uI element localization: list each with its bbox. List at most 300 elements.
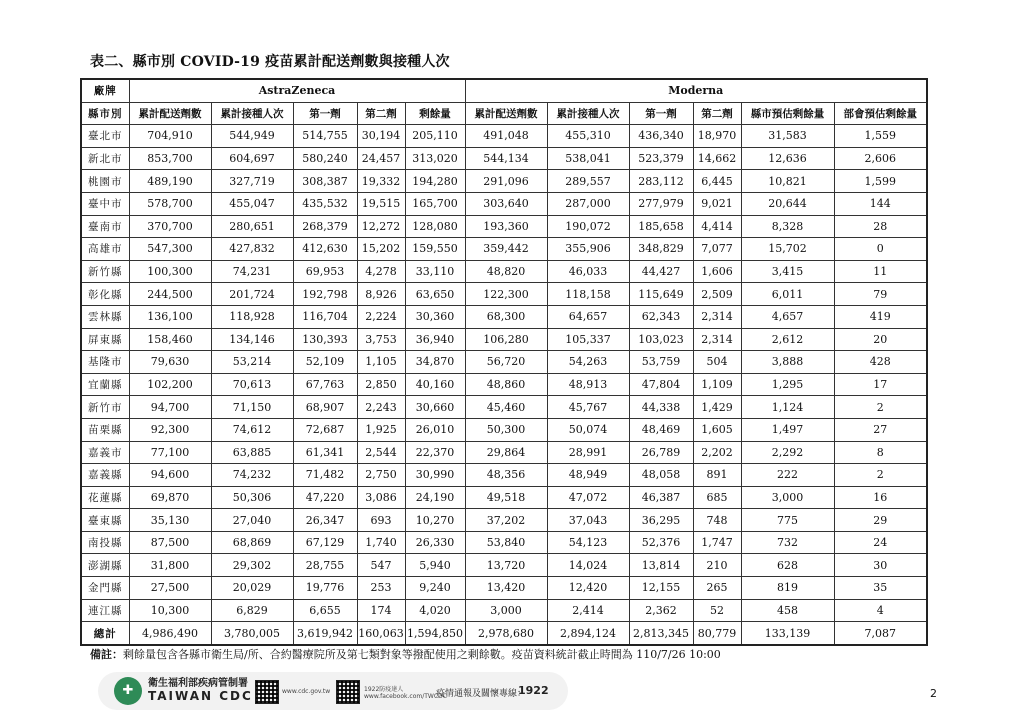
table-cell: 2 bbox=[834, 464, 927, 487]
table-cell: 12,272 bbox=[357, 215, 405, 238]
table-cell: 2,750 bbox=[357, 464, 405, 487]
table-cell: 69,870 bbox=[129, 486, 211, 509]
table-cell: 46,033 bbox=[547, 260, 629, 283]
table-cell: 427,832 bbox=[211, 238, 293, 261]
facebook-qr-icon bbox=[336, 680, 360, 704]
table-cell: 79,630 bbox=[129, 351, 211, 374]
county-name: 新竹市 bbox=[81, 396, 129, 419]
table-cell: 71,482 bbox=[293, 464, 357, 487]
moderna-column-header: 第一劑 bbox=[629, 102, 693, 125]
table-cell: 165,700 bbox=[405, 192, 465, 215]
table-row bbox=[81, 599, 927, 622]
table-row bbox=[81, 125, 927, 148]
table-cell: 71,150 bbox=[211, 396, 293, 419]
table-cell: 47,072 bbox=[547, 486, 629, 509]
county-name: 苗栗縣 bbox=[81, 418, 129, 441]
total-cell: 2,813,345 bbox=[629, 622, 693, 645]
table-cell: 46,387 bbox=[629, 486, 693, 509]
hotline-label: 疫情通報及關懷專線： bbox=[436, 689, 527, 699]
table-cell: 28 bbox=[834, 215, 927, 238]
table-cell: 18,970 bbox=[693, 125, 741, 148]
table-cell: 604,697 bbox=[211, 147, 293, 170]
table-cell: 69,953 bbox=[293, 260, 357, 283]
table-row bbox=[81, 373, 927, 396]
table-cell: 2,292 bbox=[741, 441, 834, 464]
table-cell: 10,300 bbox=[129, 599, 211, 622]
county-name: 高雄市 bbox=[81, 238, 129, 261]
table-cell: 24,190 bbox=[405, 486, 465, 509]
table-row bbox=[81, 554, 927, 577]
hotline-number: 1922 bbox=[518, 684, 549, 697]
county-name: 金門縣 bbox=[81, 577, 129, 600]
table-cell: 62,343 bbox=[629, 305, 693, 328]
total-cell: 7,087 bbox=[834, 622, 927, 645]
total-cell: 80,779 bbox=[693, 622, 741, 645]
table-cell: 116,704 bbox=[293, 305, 357, 328]
table-cell: 74,232 bbox=[211, 464, 293, 487]
table-cell: 10,821 bbox=[741, 170, 834, 193]
table-cell: 210 bbox=[693, 554, 741, 577]
table-cell: 704,910 bbox=[129, 125, 211, 148]
table-cell: 115,649 bbox=[629, 283, 693, 306]
table-cell: 67,763 bbox=[293, 373, 357, 396]
az-column-header: 累計配送劑數 bbox=[129, 102, 211, 125]
table-cell: 144 bbox=[834, 192, 927, 215]
table-cell: 2,612 bbox=[741, 328, 834, 351]
table-cell: 489,190 bbox=[129, 170, 211, 193]
table-cell: 538,041 bbox=[547, 147, 629, 170]
table-cell: 3,000 bbox=[465, 599, 547, 622]
table-cell: 14,024 bbox=[547, 554, 629, 577]
table-cell: 2,202 bbox=[693, 441, 741, 464]
table-row bbox=[81, 577, 927, 600]
table-cell: 30,990 bbox=[405, 464, 465, 487]
table-cell: 103,023 bbox=[629, 328, 693, 351]
table-row bbox=[81, 215, 927, 238]
table-cell: 891 bbox=[693, 464, 741, 487]
total-cell: 1,594,850 bbox=[405, 622, 465, 645]
table-cell: 12,636 bbox=[741, 147, 834, 170]
total-cell: 133,139 bbox=[741, 622, 834, 645]
table-cell: 412,630 bbox=[293, 238, 357, 261]
agency-name bbox=[148, 677, 253, 703]
table-cell: 30,194 bbox=[357, 125, 405, 148]
table-cell: 27,040 bbox=[211, 509, 293, 532]
table-cell: 201,724 bbox=[211, 283, 293, 306]
az-column-header: 累計接種人次 bbox=[211, 102, 293, 125]
table-cell: 4 bbox=[834, 599, 927, 622]
total-cell: 2,978,680 bbox=[465, 622, 547, 645]
table-cell: 68,869 bbox=[211, 531, 293, 554]
table-cell: 15,702 bbox=[741, 238, 834, 261]
table-cell: 287,000 bbox=[547, 192, 629, 215]
county-name: 花蓮縣 bbox=[81, 486, 129, 509]
table-cell: 49,518 bbox=[465, 486, 547, 509]
table-cell: 2,606 bbox=[834, 147, 927, 170]
table-cell: 130,393 bbox=[293, 328, 357, 351]
table-cell: 1,605 bbox=[693, 418, 741, 441]
county-name: 新竹縣 bbox=[81, 260, 129, 283]
county-name: 雲林縣 bbox=[81, 305, 129, 328]
table-cell: 2,509 bbox=[693, 283, 741, 306]
table-cell: 100,300 bbox=[129, 260, 211, 283]
table-cell: 29,864 bbox=[465, 441, 547, 464]
table-cell: 34,870 bbox=[405, 351, 465, 374]
table-cell: 28,991 bbox=[547, 441, 629, 464]
table-cell: 303,640 bbox=[465, 192, 547, 215]
table-cell: 24 bbox=[834, 531, 927, 554]
table-cell: 265 bbox=[693, 577, 741, 600]
table-cell: 13,814 bbox=[629, 554, 693, 577]
table-cell: 359,442 bbox=[465, 238, 547, 261]
table-cell: 1,747 bbox=[693, 531, 741, 554]
column-header-row bbox=[81, 102, 927, 125]
table-cell: 693 bbox=[357, 509, 405, 532]
table-cell: 355,906 bbox=[547, 238, 629, 261]
az-column-header: 第二劑 bbox=[357, 102, 405, 125]
table-cell: 1,599 bbox=[834, 170, 927, 193]
county-name: 臺北市 bbox=[81, 125, 129, 148]
table-cell: 435,532 bbox=[293, 192, 357, 215]
table-cell: 2,850 bbox=[357, 373, 405, 396]
table-cell: 52,376 bbox=[629, 531, 693, 554]
county-name: 嘉義縣 bbox=[81, 464, 129, 487]
table-cell: 192,798 bbox=[293, 283, 357, 306]
county-name: 嘉義市 bbox=[81, 441, 129, 464]
table-cell: 61,341 bbox=[293, 441, 357, 464]
table-cell: 13,720 bbox=[465, 554, 547, 577]
table-cell: 63,650 bbox=[405, 283, 465, 306]
table-cell: 455,310 bbox=[547, 125, 629, 148]
table-cell: 547,300 bbox=[129, 238, 211, 261]
table-cell: 3,415 bbox=[741, 260, 834, 283]
table-cell: 102,200 bbox=[129, 373, 211, 396]
table-cell: 74,612 bbox=[211, 418, 293, 441]
table-cell: 3,753 bbox=[357, 328, 405, 351]
table-cell: 27 bbox=[834, 418, 927, 441]
brand-header-row bbox=[81, 79, 927, 102]
table-cell: 819 bbox=[741, 577, 834, 600]
table-cell: 68,300 bbox=[465, 305, 547, 328]
table-cell: 30,360 bbox=[405, 305, 465, 328]
table-cell: 36,940 bbox=[405, 328, 465, 351]
table-cell: 79 bbox=[834, 283, 927, 306]
table-cell: 580,240 bbox=[293, 147, 357, 170]
table-cell: 53,759 bbox=[629, 351, 693, 374]
table-cell: 94,700 bbox=[129, 396, 211, 419]
table-cell: 544,949 bbox=[211, 125, 293, 148]
table-cell: 26,330 bbox=[405, 531, 465, 554]
table-cell: 428 bbox=[834, 351, 927, 374]
table-row bbox=[81, 170, 927, 193]
table-cell: 348,829 bbox=[629, 238, 693, 261]
table-row bbox=[81, 305, 927, 328]
table-cell: 628 bbox=[741, 554, 834, 577]
table-cell: 48,820 bbox=[465, 260, 547, 283]
county-header: 縣市別 bbox=[81, 102, 129, 125]
table-cell: 31,800 bbox=[129, 554, 211, 577]
table-cell: 8,926 bbox=[357, 283, 405, 306]
county-name: 連江縣 bbox=[81, 599, 129, 622]
vaccine-table bbox=[80, 78, 928, 646]
table-cell: 106,280 bbox=[465, 328, 547, 351]
total-row bbox=[81, 622, 927, 645]
footer-banner bbox=[98, 672, 568, 710]
county-name: 宜蘭縣 bbox=[81, 373, 129, 396]
table-cell: 11 bbox=[834, 260, 927, 283]
table-cell: 9,240 bbox=[405, 577, 465, 600]
moderna-column-header: 部會預估剩餘量 bbox=[834, 102, 927, 125]
table-cell: 9,021 bbox=[693, 192, 741, 215]
table-cell: 77,100 bbox=[129, 441, 211, 464]
county-name: 臺中市 bbox=[81, 192, 129, 215]
table-cell: 685 bbox=[693, 486, 741, 509]
hotline-app-text: 1922防疫達人 bbox=[364, 686, 404, 693]
table-cell: 1,740 bbox=[357, 531, 405, 554]
table-cell: 504 bbox=[693, 351, 741, 374]
table-cell: 523,379 bbox=[629, 147, 693, 170]
cdc-logo-icon: ✚ bbox=[114, 677, 142, 705]
table-cell: 63,885 bbox=[211, 441, 293, 464]
moderna-column-header: 縣市預估剩餘量 bbox=[741, 102, 834, 125]
table-cell: 159,550 bbox=[405, 238, 465, 261]
table-cell: 185,658 bbox=[629, 215, 693, 238]
moderna-column-header: 累計接種人次 bbox=[547, 102, 629, 125]
table-cell: 53,840 bbox=[465, 531, 547, 554]
table-cell: 47,804 bbox=[629, 373, 693, 396]
county-name: 臺南市 bbox=[81, 215, 129, 238]
table-cell: 491,048 bbox=[465, 125, 547, 148]
table-cell: 1,559 bbox=[834, 125, 927, 148]
table-cell: 56,720 bbox=[465, 351, 547, 374]
table-cell: 1,925 bbox=[357, 418, 405, 441]
table-cell: 50,074 bbox=[547, 418, 629, 441]
agency-name-zh: 衛生福利部疾病管制署 bbox=[148, 678, 248, 689]
table-row bbox=[81, 260, 927, 283]
table-cell: 47,220 bbox=[293, 486, 357, 509]
table-cell: 52,109 bbox=[293, 351, 357, 374]
table-cell: 122,300 bbox=[465, 283, 547, 306]
facebook-url[interactable]: www.facebook.com/TWCDC bbox=[364, 693, 447, 700]
table-cell: 105,337 bbox=[547, 328, 629, 351]
table-cell: 2 bbox=[834, 396, 927, 419]
table-row bbox=[81, 486, 927, 509]
table-cell: 37,202 bbox=[465, 509, 547, 532]
table-cell: 193,360 bbox=[465, 215, 547, 238]
table-cell: 2,544 bbox=[357, 441, 405, 464]
table-cell: 15,202 bbox=[357, 238, 405, 261]
table-cell: 50,300 bbox=[465, 418, 547, 441]
table-cell: 70,613 bbox=[211, 373, 293, 396]
table-cell: 19,776 bbox=[293, 577, 357, 600]
table-cell: 74,231 bbox=[211, 260, 293, 283]
table-cell: 22,370 bbox=[405, 441, 465, 464]
table-cell: 12,155 bbox=[629, 577, 693, 600]
table-cell: 118,928 bbox=[211, 305, 293, 328]
table-cell: 54,263 bbox=[547, 351, 629, 374]
table-cell: 1,105 bbox=[357, 351, 405, 374]
table-cell: 30 bbox=[834, 554, 927, 577]
table-cell: 775 bbox=[741, 509, 834, 532]
table-cell: 283,112 bbox=[629, 170, 693, 193]
table-cell: 222 bbox=[741, 464, 834, 487]
table-cell: 36,295 bbox=[629, 509, 693, 532]
table-row bbox=[81, 531, 927, 554]
table-cell: 28,755 bbox=[293, 554, 357, 577]
table-cell: 33,110 bbox=[405, 260, 465, 283]
table-cell: 45,460 bbox=[465, 396, 547, 419]
table-cell: 14,662 bbox=[693, 147, 741, 170]
table-cell: 44,338 bbox=[629, 396, 693, 419]
table-cell: 732 bbox=[741, 531, 834, 554]
footnote-text: 剩餘量包含各縣市衛生局/所、合約醫療院所及第七類對象等撥配使用之剩餘數。疫苗資料統計截止時間為 110/7/26 10:00 bbox=[123, 648, 721, 661]
table-cell: 24,457 bbox=[357, 147, 405, 170]
table-cell: 3,000 bbox=[741, 486, 834, 509]
table-cell: 94,600 bbox=[129, 464, 211, 487]
table-cell: 578,700 bbox=[129, 192, 211, 215]
table-cell: 2,362 bbox=[629, 599, 693, 622]
table-cell: 370,700 bbox=[129, 215, 211, 238]
table-cell: 158,460 bbox=[129, 328, 211, 351]
table-row bbox=[81, 418, 927, 441]
footnote-label: 備註： bbox=[90, 648, 123, 661]
table-cell: 194,280 bbox=[405, 170, 465, 193]
table-cell: 8,328 bbox=[741, 215, 834, 238]
total-cell: 160,063 bbox=[357, 622, 405, 645]
table-cell: 253 bbox=[357, 577, 405, 600]
table-row bbox=[81, 351, 927, 374]
county-name: 臺東縣 bbox=[81, 509, 129, 532]
table-cell: 205,110 bbox=[405, 125, 465, 148]
table-cell: 92,300 bbox=[129, 418, 211, 441]
table-cell: 53,214 bbox=[211, 351, 293, 374]
table-cell: 4,020 bbox=[405, 599, 465, 622]
table-cell: 3,888 bbox=[741, 351, 834, 374]
table-cell: 118,158 bbox=[547, 283, 629, 306]
table-cell: 64,657 bbox=[547, 305, 629, 328]
county-name: 桃園市 bbox=[81, 170, 129, 193]
table-cell: 48,860 bbox=[465, 373, 547, 396]
table-cell: 136,100 bbox=[129, 305, 211, 328]
table-cell: 1,497 bbox=[741, 418, 834, 441]
table-cell: 54,123 bbox=[547, 531, 629, 554]
table-cell: 20,029 bbox=[211, 577, 293, 600]
table-cell: 128,080 bbox=[405, 215, 465, 238]
agency-name-en: TAIWAN CDC bbox=[148, 689, 253, 703]
table-cell: 48,469 bbox=[629, 418, 693, 441]
table-cell: 327,719 bbox=[211, 170, 293, 193]
table-row bbox=[81, 441, 927, 464]
az-column-header: 剩餘量 bbox=[405, 102, 465, 125]
table-cell: 4,278 bbox=[357, 260, 405, 283]
county-name: 澎湖縣 bbox=[81, 554, 129, 577]
table-cell: 1,124 bbox=[741, 396, 834, 419]
total-cell: 2,894,124 bbox=[547, 622, 629, 645]
table-cell: 45,767 bbox=[547, 396, 629, 419]
table-cell: 308,387 bbox=[293, 170, 357, 193]
table-cell: 20,644 bbox=[741, 192, 834, 215]
table-cell: 13,420 bbox=[465, 577, 547, 600]
table-cell: 458 bbox=[741, 599, 834, 622]
az-column-header: 第一劑 bbox=[293, 102, 357, 125]
table-cell: 29,302 bbox=[211, 554, 293, 577]
table-cell: 87,500 bbox=[129, 531, 211, 554]
table-cell: 48,949 bbox=[547, 464, 629, 487]
page-title: 表二、縣市別 COVID-19 疫苗累計配送劑數與接種人次 bbox=[90, 54, 450, 70]
county-name: 南投縣 bbox=[81, 531, 129, 554]
table-cell: 4,414 bbox=[693, 215, 741, 238]
table-cell: 547 bbox=[357, 554, 405, 577]
table-row bbox=[81, 328, 927, 351]
table-cell: 134,146 bbox=[211, 328, 293, 351]
table-cell: 35,130 bbox=[129, 509, 211, 532]
table-row bbox=[81, 396, 927, 419]
brand-astrazeneca: AstraZeneca bbox=[129, 79, 465, 102]
table-cell: 190,072 bbox=[547, 215, 629, 238]
total-label: 總計 bbox=[81, 622, 129, 645]
table-cell: 48,356 bbox=[465, 464, 547, 487]
table-cell: 6,011 bbox=[741, 283, 834, 306]
table-cell: 27,500 bbox=[129, 577, 211, 600]
table-row bbox=[81, 147, 927, 170]
brand-moderna: Moderna bbox=[465, 79, 927, 102]
table-cell: 174 bbox=[357, 599, 405, 622]
table-cell: 30,660 bbox=[405, 396, 465, 419]
table-cell: 0 bbox=[834, 238, 927, 261]
table-row bbox=[81, 509, 927, 532]
moderna-column-header: 累計配送劑數 bbox=[465, 102, 547, 125]
table-cell: 2,224 bbox=[357, 305, 405, 328]
table-cell: 2,314 bbox=[693, 328, 741, 351]
table-cell: 19,332 bbox=[357, 170, 405, 193]
table-cell: 8 bbox=[834, 441, 927, 464]
table-cell: 19,515 bbox=[357, 192, 405, 215]
table-cell: 10,270 bbox=[405, 509, 465, 532]
table-cell: 277,979 bbox=[629, 192, 693, 215]
table-cell: 48,913 bbox=[547, 373, 629, 396]
page-number: 2 bbox=[930, 687, 937, 700]
table-cell: 419 bbox=[834, 305, 927, 328]
website-url[interactable]: www.cdc.gov.tw bbox=[282, 688, 331, 695]
table-cell: 1,606 bbox=[693, 260, 741, 283]
table-cell: 455,047 bbox=[211, 192, 293, 215]
table-cell: 48,058 bbox=[629, 464, 693, 487]
table-cell: 1,295 bbox=[741, 373, 834, 396]
footnote bbox=[90, 646, 721, 662]
table-cell: 37,043 bbox=[547, 509, 629, 532]
table-cell: 7,077 bbox=[693, 238, 741, 261]
table-cell: 6,829 bbox=[211, 599, 293, 622]
table-cell: 244,500 bbox=[129, 283, 211, 306]
table-cell: 26,347 bbox=[293, 509, 357, 532]
table-cell: 6,655 bbox=[293, 599, 357, 622]
table-cell: 280,651 bbox=[211, 215, 293, 238]
table-cell: 853,700 bbox=[129, 147, 211, 170]
table-cell: 44,427 bbox=[629, 260, 693, 283]
brand-label: 廠牌 bbox=[81, 79, 129, 102]
table-cell: 2,414 bbox=[547, 599, 629, 622]
table-cell: 2,243 bbox=[357, 396, 405, 419]
table-cell: 6,445 bbox=[693, 170, 741, 193]
county-name: 彰化縣 bbox=[81, 283, 129, 306]
table-cell: 52 bbox=[693, 599, 741, 622]
table-cell: 289,557 bbox=[547, 170, 629, 193]
table-cell: 12,420 bbox=[547, 577, 629, 600]
table-cell: 5,940 bbox=[405, 554, 465, 577]
county-name: 新北市 bbox=[81, 147, 129, 170]
table-row bbox=[81, 238, 927, 261]
table-cell: 29 bbox=[834, 509, 927, 532]
